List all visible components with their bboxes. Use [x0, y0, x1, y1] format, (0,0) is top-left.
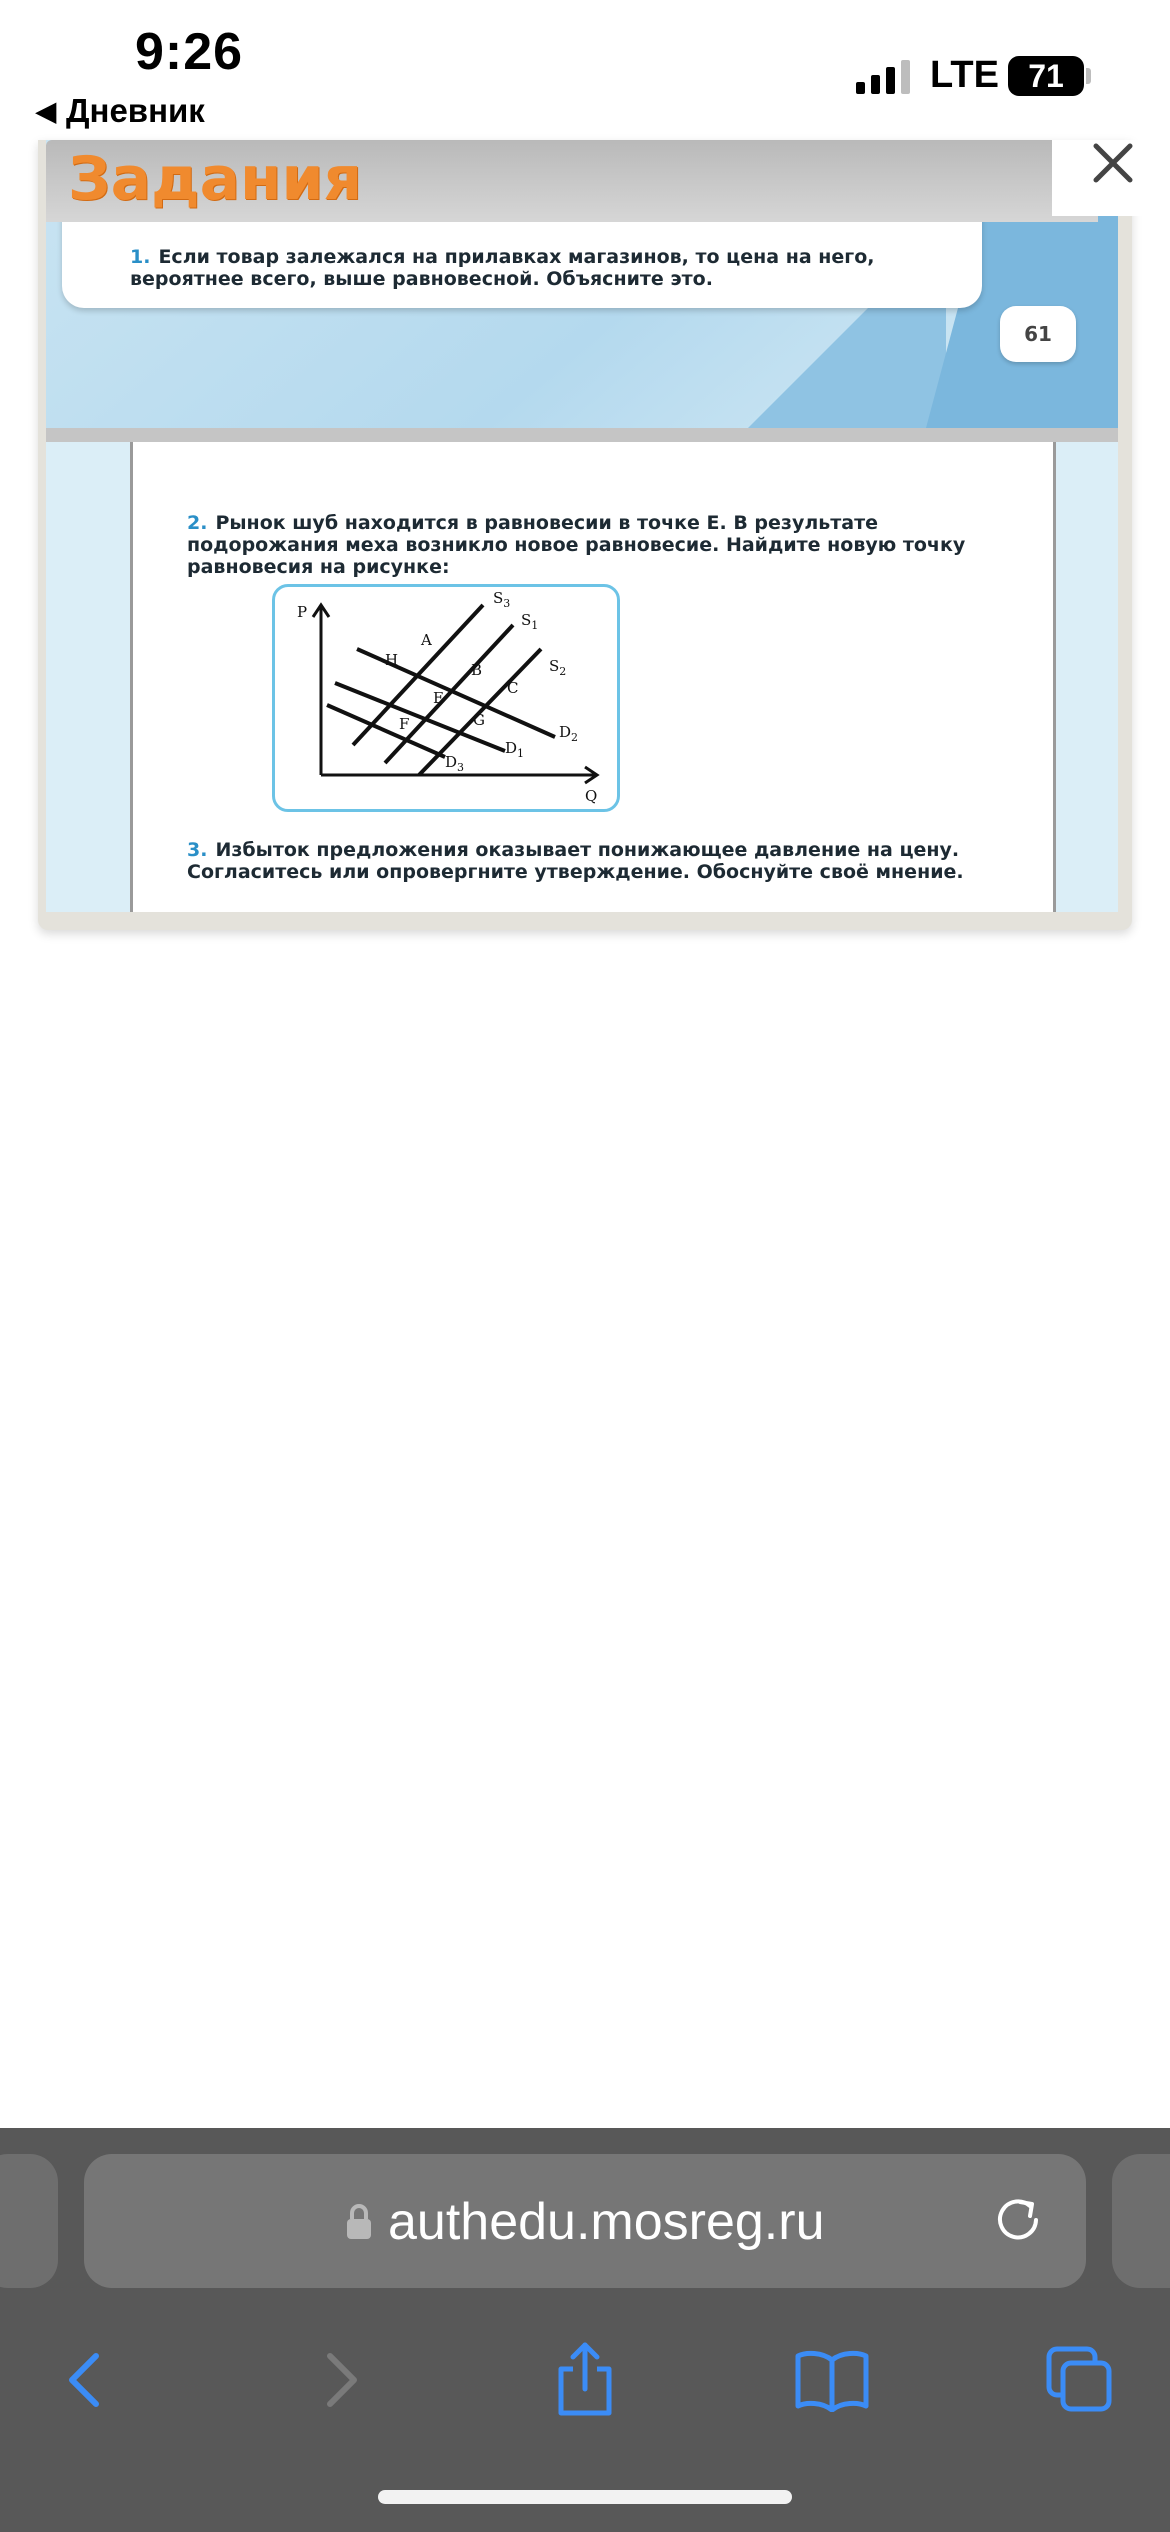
tabs-button[interactable]	[1040, 2340, 1120, 2420]
bookmarks-button[interactable]	[792, 2340, 872, 2420]
browser-chrome	[0, 2128, 1170, 2532]
url-display[interactable]	[344, 2192, 825, 2252]
cellular-signal-icon	[856, 60, 912, 94]
close-icon[interactable]	[1082, 132, 1144, 194]
share-icon	[553, 2341, 617, 2419]
diagram-svg	[275, 587, 617, 809]
page-number: 61	[1000, 306, 1076, 362]
home-indicator	[378, 2490, 792, 2504]
status-time: 9:26	[135, 23, 244, 81]
image-viewer	[0, 140, 1170, 932]
label-d3: $D_3$	[445, 753, 465, 774]
back-arrow-icon	[62, 2350, 110, 2410]
point-c: C	[507, 679, 519, 697]
forward-button[interactable]	[300, 2340, 380, 2420]
task-3: 3. Избыток предложения оказывает понижающее давление на цену. Согласитесь или опровергните утверждение. Обоснуйте своё мнение.	[187, 839, 964, 883]
point-a: A	[421, 631, 432, 649]
label-s3: $S_3$	[493, 589, 511, 610]
back-app-label: Дневник	[66, 92, 205, 129]
page-top-area	[46, 140, 1118, 428]
status-bar	[0, 0, 1170, 140]
tasks-header	[46, 140, 1098, 222]
back-to-app-link[interactable]	[36, 92, 205, 130]
battery-icon	[1008, 56, 1084, 96]
share-button[interactable]	[545, 2340, 625, 2420]
demand-curve-d3	[327, 705, 445, 757]
next-tab-preview[interactable]	[1112, 2154, 1170, 2288]
reload-icon[interactable]	[990, 2192, 1046, 2248]
previous-tab-preview[interactable]	[0, 2154, 58, 2288]
task-2: 2. Рынок шуб находится в равновесии в точке E. В результате подорожания меха возникло новое равновесие. Найдите новую точку равновесия на рисунке:	[187, 512, 966, 578]
point-g: G	[473, 711, 485, 729]
back-button[interactable]	[46, 2340, 126, 2420]
battery-tip	[1086, 68, 1091, 84]
axis-label-p: P	[297, 603, 308, 621]
point-e: E	[433, 689, 444, 707]
address-bar[interactable]	[84, 2154, 1086, 2288]
label-s1: $S_1$	[521, 611, 539, 632]
label-d1: $D_1$	[505, 739, 525, 760]
back-triangle-icon: ◀	[36, 95, 56, 126]
point-f: F	[399, 715, 410, 733]
point-h: H	[385, 651, 399, 669]
battery-level: 71	[1028, 57, 1064, 94]
axis-label-q: Q	[585, 787, 598, 805]
page-divider	[46, 428, 1118, 442]
network-type: LTE	[930, 54, 999, 96]
label-d2: $D_2$	[559, 723, 579, 744]
url-text: authedu.mosreg.ru	[388, 2193, 825, 2251]
tasks-title: Задания	[68, 144, 363, 214]
lock-icon	[344, 2202, 374, 2242]
supply-demand-diagram	[272, 584, 620, 812]
task-1: 1. Если товар залежался на прилавках магазинов, то цена на него, вероятнее всего, выше равновесной. Объясните это.	[130, 246, 875, 290]
bookmarks-icon	[794, 2348, 870, 2412]
point-b: B	[471, 661, 483, 679]
label-s2: $S_2$	[549, 657, 567, 678]
browser-toolbar	[0, 2318, 1170, 2438]
forward-arrow-icon	[316, 2350, 364, 2410]
tabs-icon	[1045, 2345, 1115, 2415]
